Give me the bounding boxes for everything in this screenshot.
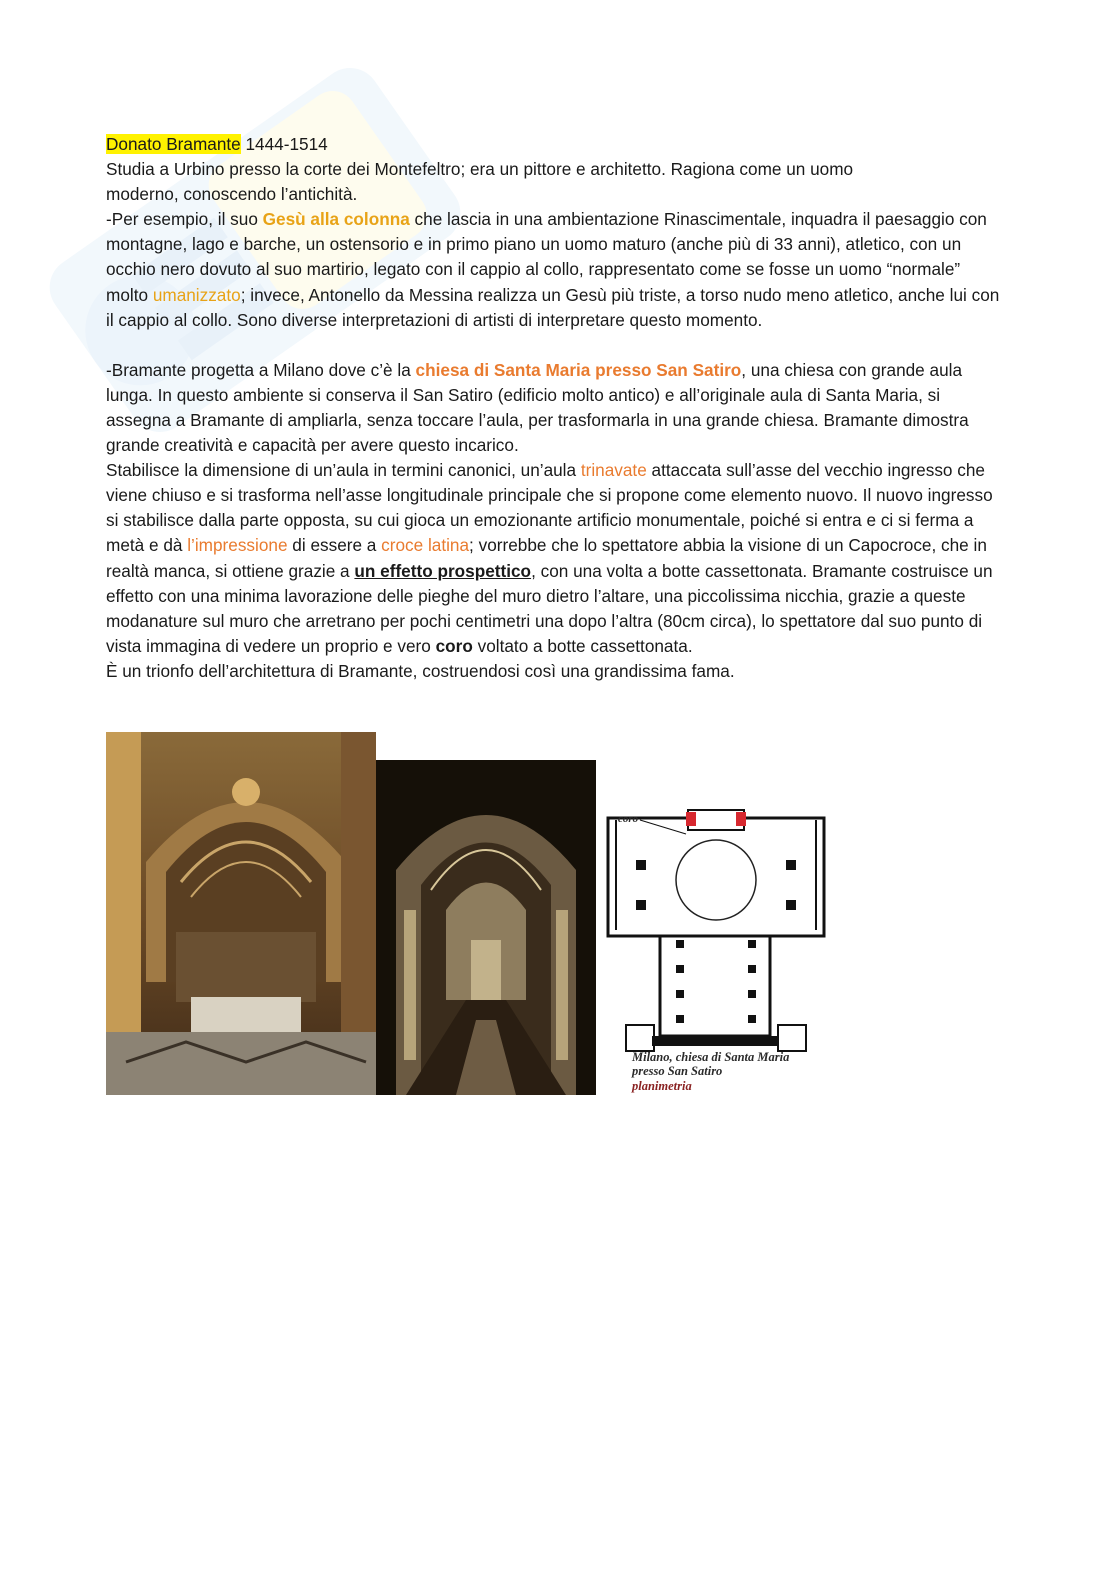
plan-caption-line-1: Milano, chiesa di Santa Maria — [632, 1050, 790, 1064]
text-run: -Bramante progetta a Milano dove c’è la — [106, 359, 416, 380]
text-run: , con una volta a botte cassettonata. Bramante costruisce un effetto con una minima lavorazione delle pieghe del muro dietro l’altare, una piccolissima nicchia, grazie a queste modanature sul muro che arretrano per pochi centimetri una dopo l’altra (80cm circa), lo spettatore dal suo punto di vista immagina di vedere un proprio e vero — [106, 560, 993, 656]
keyword-trinavate: trinavate — [580, 460, 647, 481]
text-run: che lascia in una ambientazione Rinascimentale, inquadra il paesaggio con montagne, lago e barche, un ostensorio e in primo piano un uomo maturo (anche più di 33 anni), atletico, con un occhio nero dovuto al suo martirio, legato con il cappio al collo, rappresentato come se fosse un uomo “normale” molto — [106, 209, 987, 305]
text-run: ; vorrebbe che lo spettatore abbia la visione di un Capocroce, che in realtà manca, si ottiene grazie a — [106, 535, 987, 581]
keyword-croce-latina: croce latina — [381, 535, 470, 556]
spacer — [106, 333, 1001, 358]
text-run: ; invece, Antonello da Messina realizza un Gesù più triste, a torso nudo meno atletico, anche lui con il cappio al collo. Sono diverse interpretazioni di artisti di interpretare questo momento. — [106, 284, 1000, 330]
plan-label-coro: coro — [618, 813, 639, 825]
text-run: , una chiesa con grande aula lunga. In questo ambiente si conserva il San Satiro (edificio molto antico) e all’originale aula di Santa Maria, si assegna a Bramante di ampliarla, senza toccare l’aula, per trasformarla in una grande chiesa. Bramante dimostra grande creatività e capacità per avere questo incarico. — [106, 359, 969, 456]
title-line — [106, 132, 1001, 157]
author-name: Donato Bramante — [106, 134, 241, 154]
intro-line-1: Studia a Urbino presso la corte dei Montefeltro; era un pittore e architetto. Ragiona come un uomo — [106, 159, 854, 180]
text-run: Stabilisce la dimensione di un’aula in termini canonici, un’aula — [106, 460, 581, 481]
text-run: attaccata sull’asse del vecchio ingresso che viene chiuso e si trasforma nell’asse longitudinale principale che si propone come elemento nuovo. Il nuovo ingresso si stabilisce dalla parte opposta, su cui gioca un emozionante artificio monumentale, poiché si entra e ci si ferma a metà e dà — [106, 460, 993, 556]
intro-paragraph — [106, 157, 1001, 207]
keyword-effetto-prospettico: un effetto prospettico — [354, 560, 532, 581]
text-run: voltato a botte cassettonata. — [472, 635, 693, 656]
text-run: di essere a — [287, 535, 382, 556]
keyword-umanizzato: umanizzato — [152, 284, 241, 305]
keyword-impressione: l’impressione — [187, 535, 288, 556]
apse-photo — [106, 732, 376, 1095]
aula-paragraph — [106, 458, 1001, 659]
santa-maria-paragraph — [106, 358, 1001, 458]
text-run: -Per esempio, il suo — [106, 209, 263, 230]
author-dates: 1444-1514 — [245, 134, 328, 154]
church-floor-plan — [596, 760, 832, 1095]
plan-caption-line-2: presso San Satiro — [632, 1064, 723, 1078]
artwork-title: Gesù alla colonna — [262, 209, 410, 230]
document-body — [106, 132, 1001, 684]
plan-caption-line-3: planimetria — [632, 1079, 692, 1093]
intro-line-2: moderno, conoscendo l’antichità. — [106, 184, 358, 205]
keyword-coro: coro — [435, 635, 473, 656]
conclusion-paragraph: È un trionfo dell’architettura di Bramante, costruendosi così una grandissima fama. — [106, 660, 735, 681]
gesu-paragraph — [106, 207, 1001, 332]
church-name: chiesa di Santa Maria presso San Satiro — [415, 359, 742, 380]
nave-photo — [376, 760, 596, 1095]
